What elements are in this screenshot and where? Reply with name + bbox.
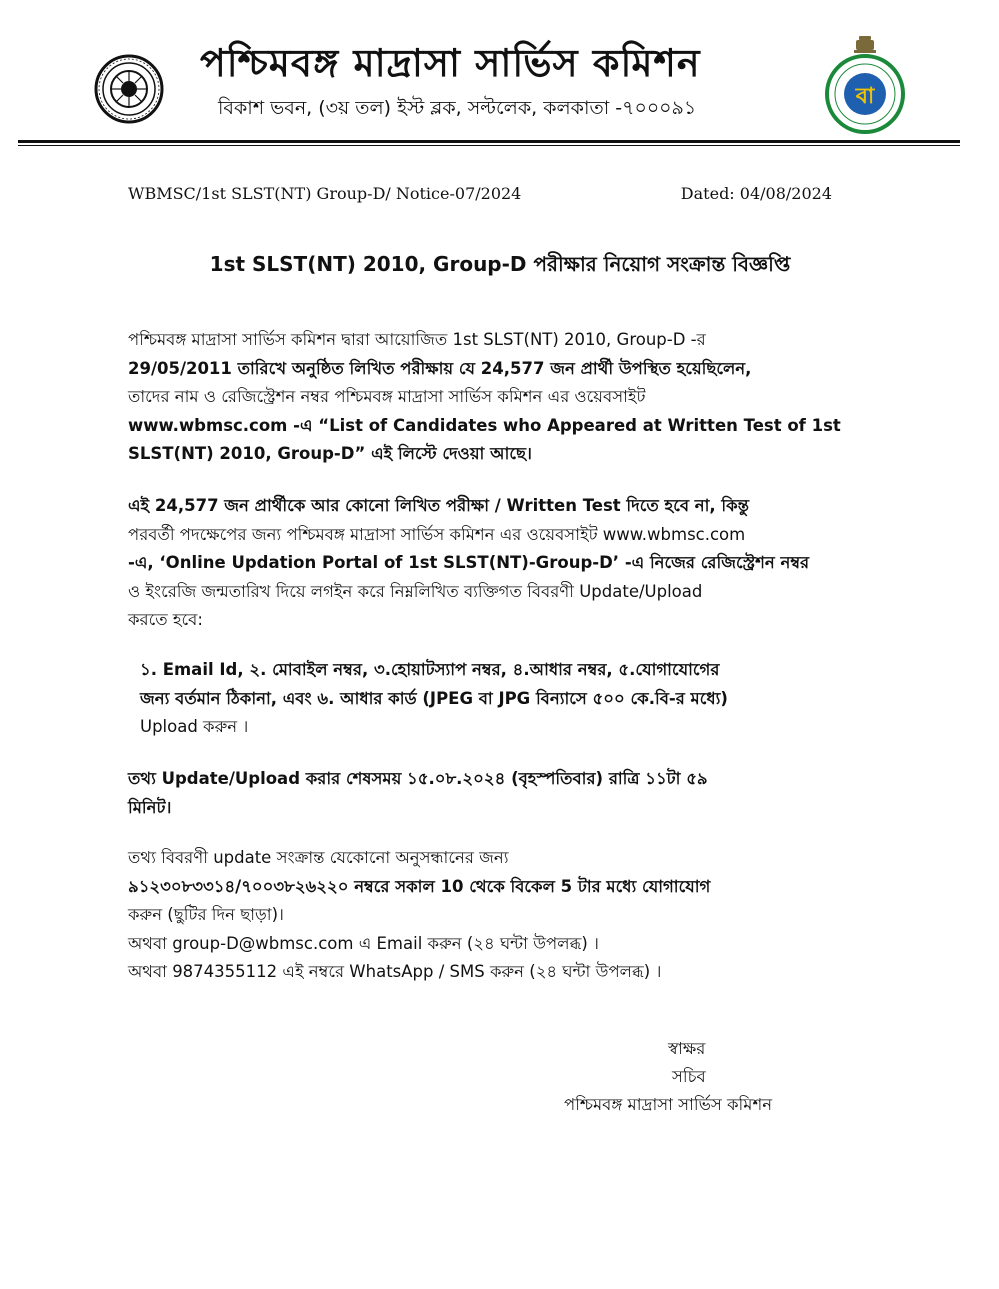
paragraph-online-updation [128, 492, 860, 635]
organization-address: বিকাশ ভবন, (৩য় তল) ইস্ট ব্লক, সল্টলেক, কলকাতা -৭০০০৯১ [218, 97, 697, 119]
text-line: পশ্চিমবঙ্গ মাদ্রাসা সার্ভিস কমিশন দ্বারা আয়োজিত 1st SLST(NT) 2010, Group-D -র [128, 330, 706, 349]
text-line: SLST(NT) 2010, Group-D” এই লিস্টে দেওয়া আছে। [128, 444, 532, 463]
text-line: Upload করুন । [140, 717, 249, 736]
text-line: জন্য বর্তমান ঠিকানা, এবং ৬. আধার কার্ড (JPEG বা JPG বিন্যাসে ৫০০ কে.বি-র মধ্যে) [140, 688, 728, 708]
text-line: ১. Email Id, ২. মোবাইল নম্বর, ৩.হোয়াটস্যাপ নম্বর, ৪.আধার নম্বর, ৫.যোগাযোগের [140, 660, 720, 679]
text-line: এই 24,577 জন প্রার্থীকে আর কোনো লিখিত পরীক্ষা / Written Test দিতে হবে না, কিন্তু [128, 496, 750, 515]
signature-label: স্বাক্ষর [668, 1039, 706, 1058]
text-line: ৯১২৩০৮৩৩১৪/৭০০৩৮২৬২২০ নম্বরে সকাল 10 থেকে বিকেল 5 টার মধ্যে যোগাযোগ [128, 876, 711, 896]
paragraph-deadline [128, 765, 860, 822]
notice-subject: 1st SLST(NT) 2010, Group-D পরীক্ষার নিয়োগ সংক্রান্ত বিজ্ঞপ্তি [209, 252, 791, 276]
header-divider [18, 140, 960, 143]
text-line: তথ্য বিবরণী update সংক্রান্ত যেকোনো অনুসন্ধানের জন্য [128, 848, 509, 867]
text-line: -এ, ‘Online Updation Portal of 1st SLST(NT)-Group-D’ -এ নিজের রেজিস্ট্রেশন নম্বর [128, 553, 810, 572]
signatory-organization: পশ্চিমবঙ্গ মাদ্রাসা সার্ভিস কমিশন [564, 1095, 773, 1114]
text-line: তথ্য Update/Upload করার শেষসময় ১৫.০৮.২০২৪ (বৃহস্পতিবার) রাত্রি ১১টা ৫৯ [128, 769, 708, 788]
text-line: ও ইংরেজি জন্মতারিখ দিয়ে লগইন করে নিম্নলিখিত ব্যক্তিগত বিবরণী Update/Upload [128, 581, 703, 601]
commission-seal-icon [94, 54, 164, 124]
text-line: পরবর্তী পদক্ষেপের জন্য পশ্চিমবঙ্গ মাদ্রাসা সার্ভিস কমিশন এর ওয়েবসাইট www.wbmsc.com [128, 524, 746, 544]
notice-date: Dated: 04/08/2024 [680, 184, 832, 203]
text-line: করুন (ছুটির দিন ছাড়া)। [128, 905, 284, 924]
text-line: অথবা group-D@wbmsc.com এ Email করুন (২৪ ঘন্টা উপলব্ধ) । [128, 933, 599, 953]
state-emblem-icon [822, 34, 908, 134]
emblem-letter: বা [855, 84, 875, 109]
text-line: করতে হবে: [128, 610, 203, 629]
text-line: মিনিট। [128, 797, 172, 817]
paragraph-contact-info [128, 844, 860, 987]
paragraph-candidates-list [128, 326, 860, 469]
text-line: অথবা 9874355112 এই নম্বরে WhatsApp / SMS করুন (২৪ ঘন্টা উপলব্ধ) । [128, 962, 662, 981]
paragraph-required-details [140, 656, 860, 742]
organization-title: পশ্চিমবঙ্গ মাদ্রাসা সার্ভিস কমিশন [200, 41, 701, 85]
text-line: www.wbmsc.com -এ “List of Candidates who Appeared at Written Test of 1st [128, 415, 841, 435]
signatory-designation: সচিব [672, 1067, 706, 1086]
text-line: তাদের নাম ও রেজিস্ট্রেশন নম্বর পশ্চিমবঙ্গ মাদ্রাসা সার্ভিস কমিশন এর ওয়েবসাইট [128, 387, 646, 406]
text-line: 29/05/2011 তারিখে অনুষ্ঠিত লিখিত পরীক্ষায় যে 24,577 জন প্রার্থী উপস্থিত হয়েছিলেন, [128, 358, 752, 378]
notice-reference: WBMSC/1st SLST(NT) Group-D/ Notice-07/2024 [128, 184, 522, 203]
header-divider-thin [18, 145, 960, 146]
